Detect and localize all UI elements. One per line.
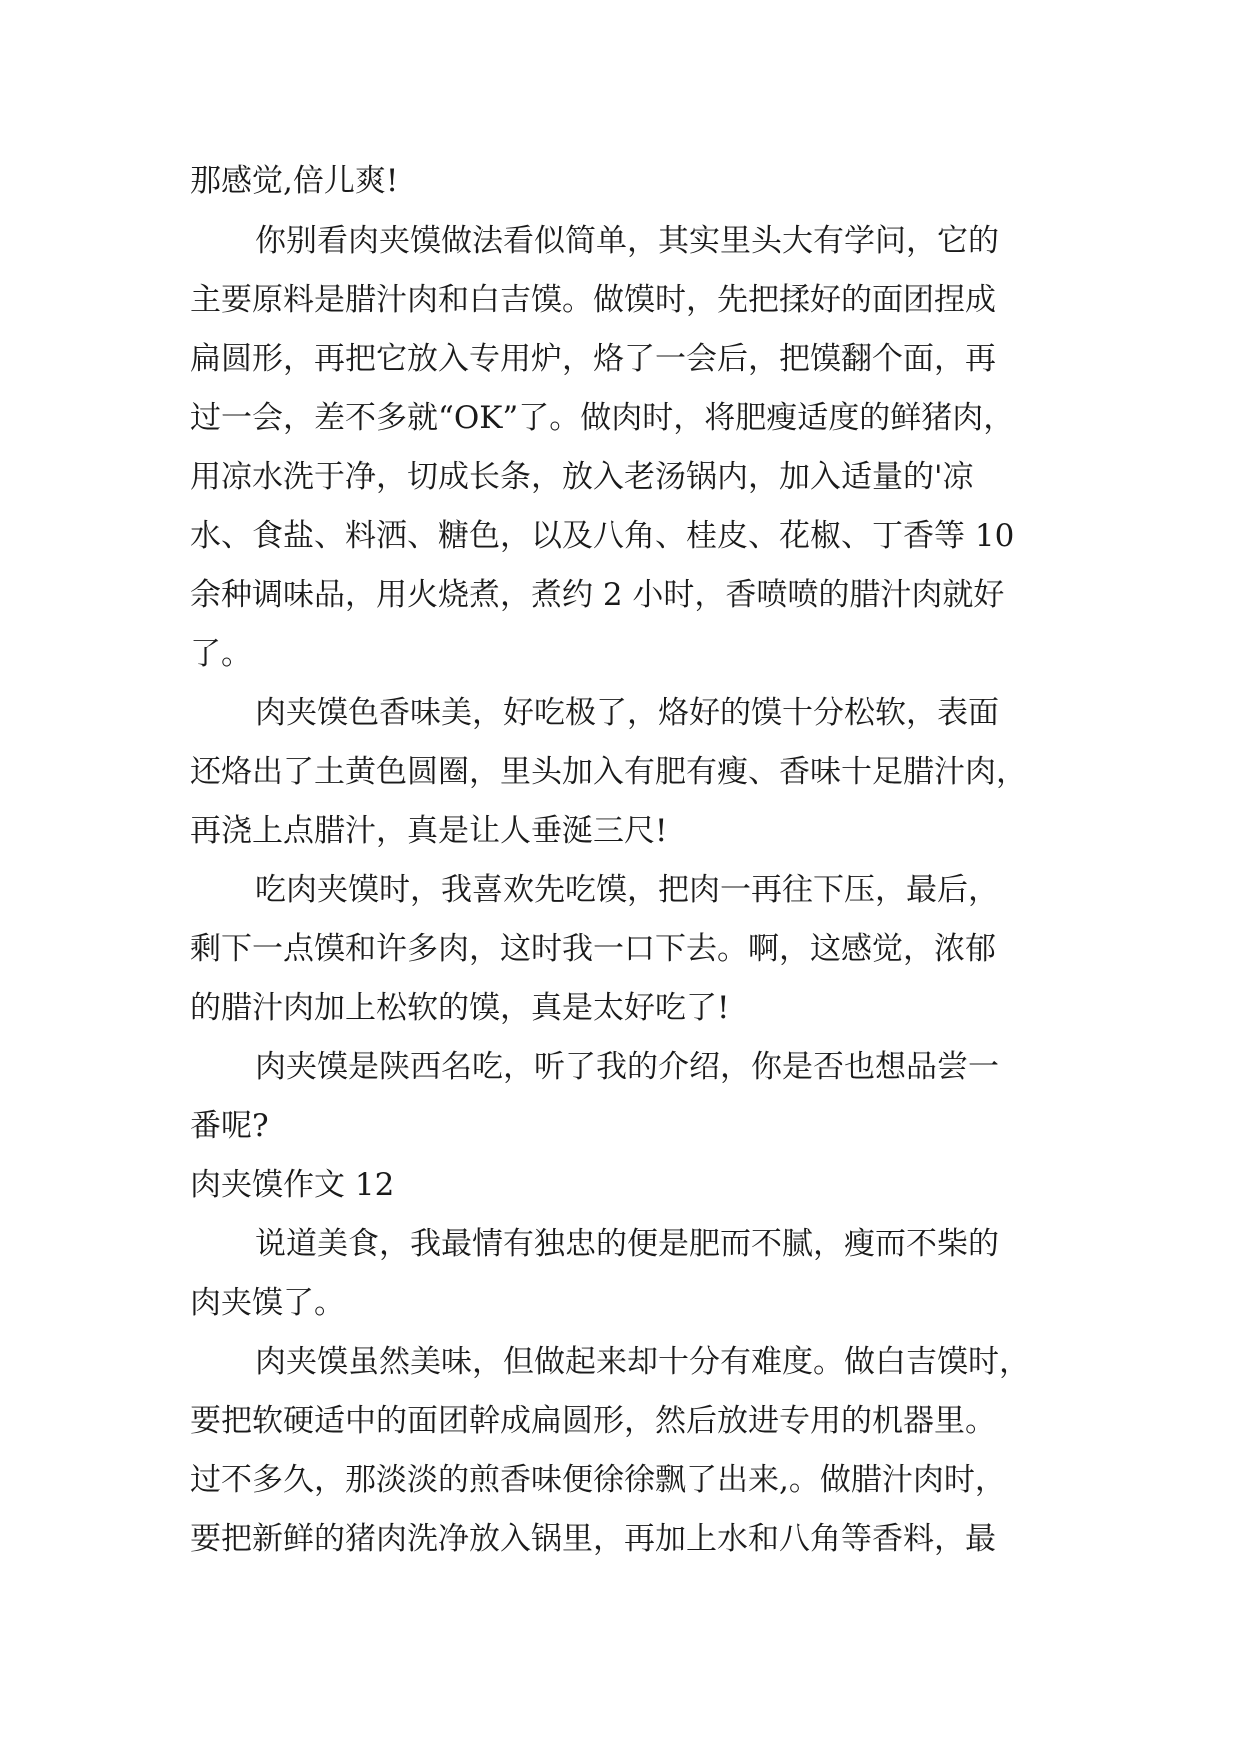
text-line: 肉夹馍虽然美味，但做起来却十分有难度。做白吉馍时， xyxy=(255,1344,1030,1380)
text-line: 肉夹馍了。 xyxy=(190,1285,345,1321)
text-line: 用凉水洗于净，切成长条，放入老汤锅内，加入适量的'凉 xyxy=(190,459,974,495)
text-line: 肉夹馍是陕西名吃，听了我的介绍，你是否也想品尝一 xyxy=(255,1049,999,1085)
text-line: 要把新鲜的猪肉洗净放入锅里，再加上水和八角等香料，最 xyxy=(190,1521,996,1557)
text-line: 了。 xyxy=(190,636,252,672)
text-line: 主要原料是腊汁肉和白吉馍。做馍时，先把揉好的面团捏成 xyxy=(190,282,996,318)
text-line: 你别看肉夹馍做法看似简单，其实里头大有学问，它的 xyxy=(255,223,999,259)
text-line: 要把软硬适中的面团幹成扁圆形，然后放进专用的机器里。 xyxy=(190,1403,996,1439)
text-line: 水、食盐、料洒、糖色，以及八角、桂皮、花椒、丁香等 10 xyxy=(190,518,1015,554)
text-line: 扁圆形，再把它放入专用炉，烙了一会后，把馍翻个面，再 xyxy=(190,341,996,377)
text-line: 的腊汁肉加上松软的馍，真是太好吃了! xyxy=(190,990,730,1026)
section-heading: 肉夹馍作文 12 xyxy=(190,1167,395,1203)
text-line: 余种调味品，用火烧煮，煮约 2 小时，香喷喷的腊汁肉就好 xyxy=(190,577,1005,613)
text-line: 说道美食，我最情有独忠的便是肥而不腻，瘦而不柴的 xyxy=(255,1226,999,1262)
text-line: 还烙出了土黄色圆圈，里头加入有肥有瘦、香味十足腊汁肉， xyxy=(190,754,1027,790)
text-line: 再浇上点腊汁，真是让人垂涎三尺! xyxy=(190,813,668,849)
text-line: 肉夹馍色香味美，好吃极了，烙好的馍十分松软，表面 xyxy=(255,695,999,731)
text-line: 番呢? xyxy=(190,1108,269,1144)
text-line: 吃肉夹馍时，我喜欢先吃馍，把肉一再往下压，最后， xyxy=(255,872,999,908)
text-line: 过不多久，那淡淡的煎香味便徐徐飘了出来,。做腊汁肉时， xyxy=(190,1462,1006,1498)
text-line: 那感觉,倍儿爽! xyxy=(190,163,399,199)
text-line: 过一会，差不多就“OK”了。做肉时，将肥瘦适度的鲜猪肉， xyxy=(190,400,1015,436)
text-line: 剩下一点馍和许多肉，这时我一口下去。啊，这感觉，浓郁 xyxy=(190,931,996,967)
